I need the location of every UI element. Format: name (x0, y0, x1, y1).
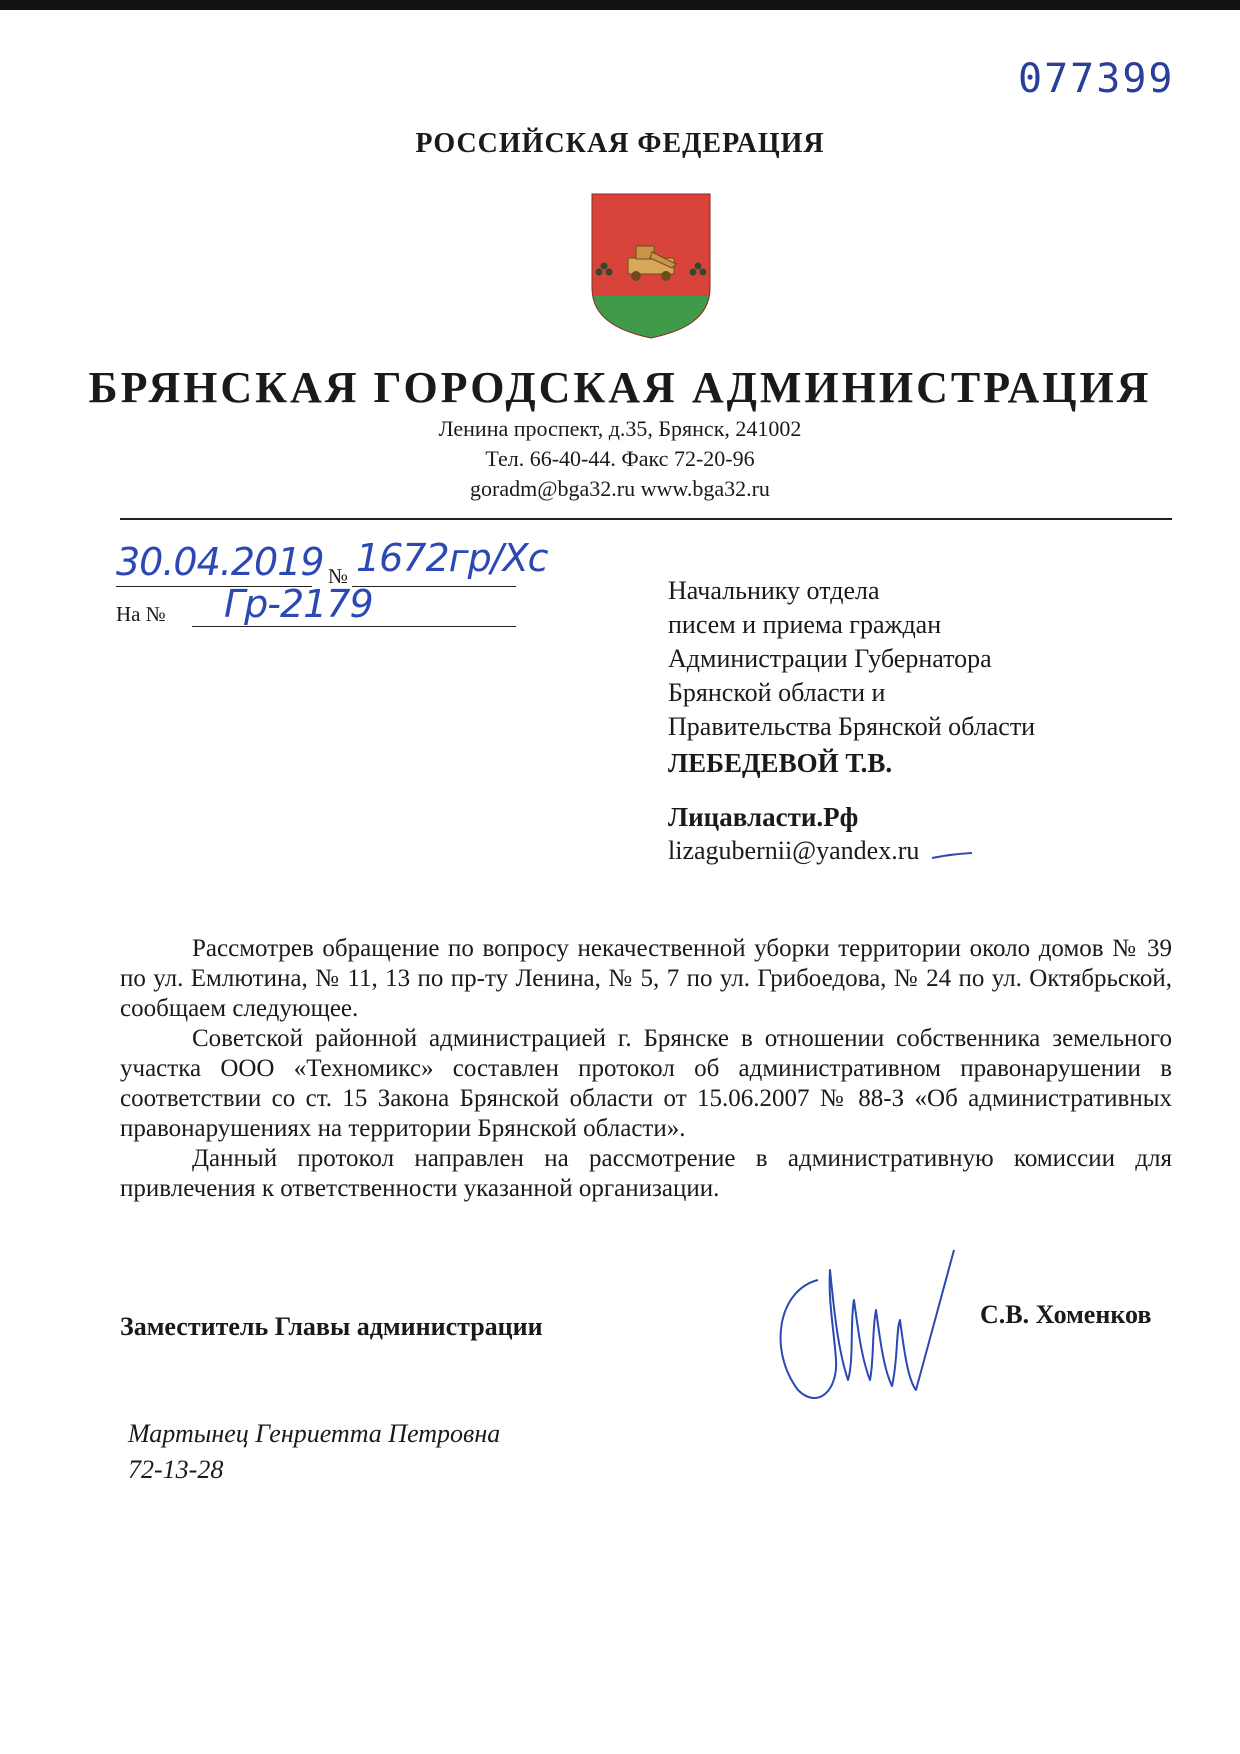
letter-body (120, 934, 1172, 1204)
addressee-line: Администрации Губернатора (668, 644, 992, 673)
handwritten-signature-icon (758, 1240, 958, 1420)
body-paragraph: Данный протокол направлен на рассмотрение в административную комиссии для привлечения к ответственности указанной организации. (120, 1145, 1172, 1202)
addressee-block (668, 574, 1035, 868)
address-phone: Тел. 66-40-44. Факс 72-20-96 (485, 446, 755, 471)
serial-number-stamp: 077399 (1018, 56, 1175, 102)
addressee-site: Лицавласти.Рф (668, 802, 859, 832)
scan-top-edge (0, 0, 1240, 10)
addressee-line: Брянской области и (668, 678, 886, 707)
number-sign: № (328, 564, 349, 588)
addressee-line: Начальнику отдела (668, 576, 880, 605)
registration-block (116, 536, 548, 636)
address-street: Ленина проспект, д.35, Брянск, 241002 (438, 416, 802, 441)
address-email-web: goradm@bga32.ru www.bga32.ru (470, 476, 770, 501)
pen-mark (930, 850, 974, 862)
addressee-line: Правительства Брянской области (668, 712, 1036, 741)
header-divider (120, 518, 1172, 520)
signer-name: С.В. Хоменков (980, 1300, 1152, 1329)
body-paragraph: Рассмотрев обращение по вопросу некачественной уборки территории около домов № 39 по ул. Емлютина, № 11, 13 по пр-ту Ленина, № 5, 7 по ул. Грибоедова, № 24 по ул. Октябрьской, сообщаем следующее. (120, 935, 1172, 1022)
coat-of-arms-icon (590, 192, 712, 340)
body-paragraph: Советской районной администрацией г. Брянске в отношении собственника земельного участка ООО «Техномикс» составлен протокол об административном правонарушении в соответствии со ст. 15 Закона Брянской области от 15.06.2007 № 88-З «Об административных правонарушениях на территории Брянской области». (120, 1025, 1172, 1142)
executor-phone: 72-13-28 (128, 1455, 224, 1484)
executor-name: Мартынец Генриетта Петровна (128, 1419, 501, 1448)
organization-title: БРЯНСКАЯ ГОРОДСКАЯ АДМИНИСТРАЦИЯ (88, 363, 1152, 412)
addressee-email: lizagubernii@yandex.ru (668, 836, 920, 865)
executor-block (128, 1416, 500, 1488)
registration-date: 30.04.2019 (116, 540, 324, 584)
reference-label: На № (116, 602, 166, 626)
addressee-line: писем и приема граждан (668, 610, 942, 639)
reference-underline (192, 626, 516, 627)
reference-number: Гр-2179 (224, 582, 373, 626)
signer-position: Заместитель Главы администрации (120, 1312, 543, 1341)
addressee-name: ЛЕБЕДЕВОЙ Т.В. (668, 748, 893, 778)
number-underline (352, 586, 516, 587)
registration-number: 1672гр/Хс (356, 536, 548, 580)
country-title: РОССИЙСКАЯ ФЕДЕРАЦИЯ (415, 128, 825, 159)
